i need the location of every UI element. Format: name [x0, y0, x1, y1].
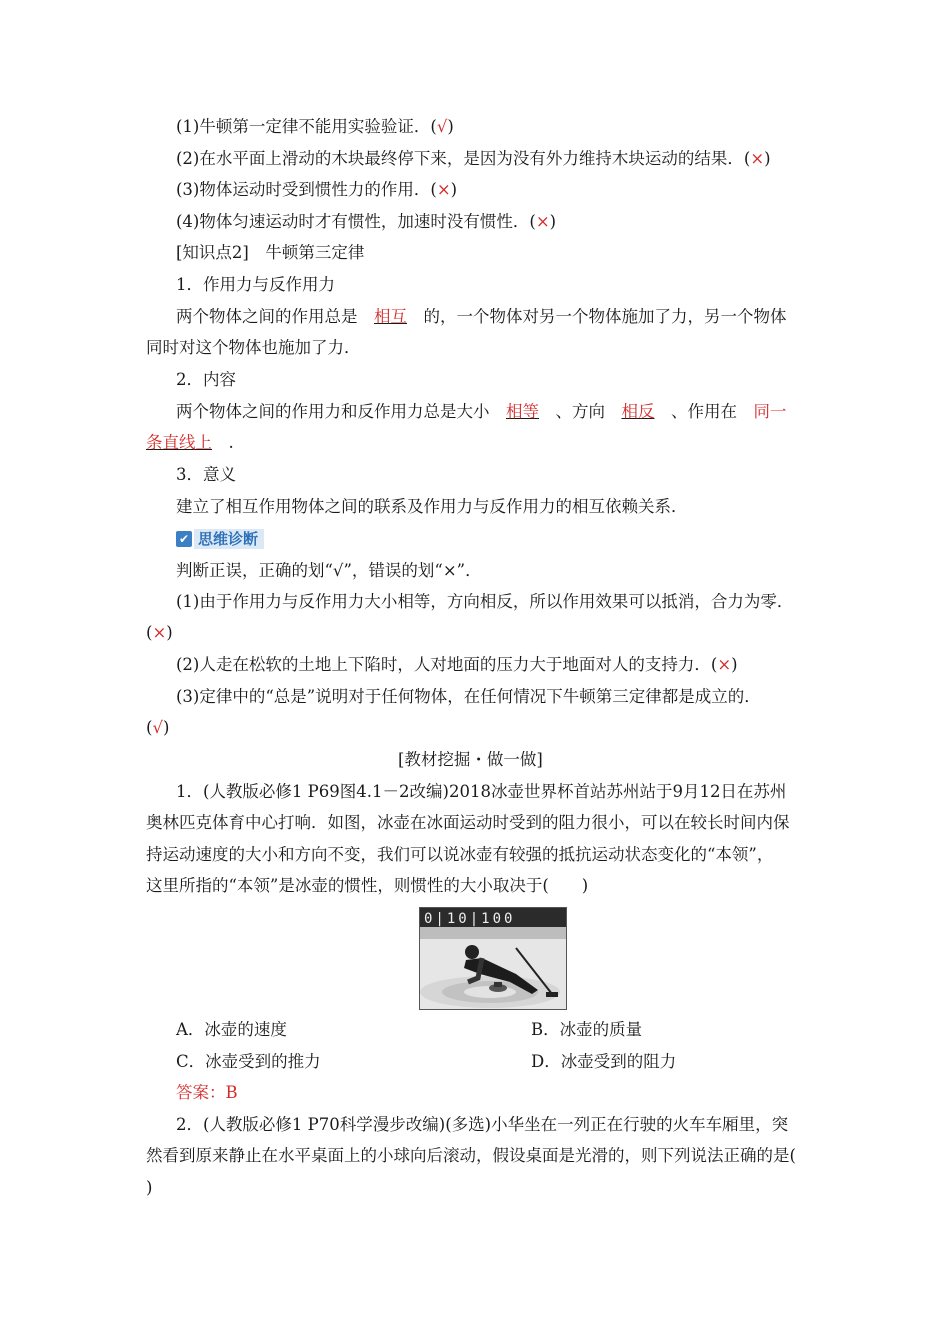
badge-label: 思维诊断: [194, 529, 264, 549]
fill-blank-answer: 同一: [753, 402, 787, 421]
judgment-item: (2)人走在松软的土地上下陷时，人对地面的压力大于地面对人的支持力．(×): [176, 655, 738, 674]
instruction: 判断正误，正确的划“√”，错误的划“×”．: [176, 561, 482, 580]
knowledge-point-heading: [知识点2] 牛顿第三定律: [176, 243, 365, 262]
curling-photo: [419, 907, 567, 1010]
paragraph-line: 条直线上 .: [146, 433, 234, 452]
question-line: 2．(人教版必修1 P70科学漫步改编)(多选)小华坐在一列正在行驶的火车车厢里，突: [176, 1115, 789, 1134]
judgment-result: (√): [146, 718, 170, 737]
section-heading: 2．内容: [176, 370, 236, 389]
banner-text: 0|10|100: [424, 911, 516, 927]
option-d: D．冰壶受到的阻力: [531, 1052, 677, 1071]
paragraph-line: 两个物体之间的作用总是 相互 的，一个物体对另一个物体施加了力，另一个物体: [176, 307, 787, 326]
thinking-diagnosis-badge: [176, 528, 264, 550]
wrong-mark: ×: [750, 149, 765, 168]
section-heading: 3．意义: [176, 465, 236, 484]
question-line: 奥林匹克体育中心打响．如图，冰壶在冰面运动时受到的阻力很小，可以在较长时间内保: [146, 813, 790, 832]
wrong-mark: ×: [436, 180, 451, 199]
question-line: 持运动速度的大小和方向不变，我们可以说冰壶有较强的抵抗运动状态变化的“本领”，: [146, 845, 774, 864]
check-icon: ✔: [176, 531, 192, 547]
question-line: 然看到原来静止在水平桌面上的小球向后滚动，假设桌面是光滑的，则下列说法正确的是(: [146, 1146, 796, 1165]
judgment-result: (×): [146, 623, 173, 642]
fill-blank-answer: 相反: [621, 402, 655, 421]
judgment-item: (1)由于作用力与反作用力大小相等，方向相反，所以作用效果可以抵消，合力为零．: [176, 592, 794, 611]
fill-blank-answer: 条直线上: [146, 433, 212, 452]
question-line: 这里所指的“本领”是冰壶的惯性，则惯性的大小取决于( ): [146, 876, 589, 895]
wrong-mark: ×: [535, 212, 550, 231]
curling-illustration: [420, 908, 566, 1009]
option-b: B．冰壶的质量: [531, 1020, 643, 1039]
judgment-item: (1)牛顿第一定律不能用实验验证．(√): [176, 117, 454, 136]
textbook-section-heading: [教材挖掘・做一做]: [398, 750, 543, 769]
question-line: ): [146, 1178, 153, 1197]
judgment-item: (3)定律中的“总是”说明对于任何物体，在任何情况下牛顿第三定律都是成立的．: [176, 687, 761, 706]
fill-blank-answer: 相互: [374, 307, 407, 326]
judgment-item: (2)在水平面上滑动的木块最终停下来，是因为没有外力维持木块运动的结果．(×): [176, 149, 771, 168]
wrong-mark: ×: [152, 623, 167, 642]
paragraph-line: 建立了相互作用物体之间的联系及作用力与反作用力的相互依赖关系．: [176, 497, 688, 516]
paragraph-line: 两个物体之间的作用力和反作用力总是大小 相等 、方向 相反 、作用在 同一: [176, 402, 787, 421]
correct-mark: √: [152, 718, 163, 737]
question-line: 1．(人教版必修1 P69图4.1－2改编)2018冰壶世界杯首站苏州站于9月12日在苏州: [176, 782, 787, 801]
option-a: A．冰壶的速度: [176, 1020, 287, 1039]
fill-blank-answer: 相等: [506, 402, 539, 421]
judgment-item: (4)物体匀速运动时才有惯性，加速时没有惯性．(×): [176, 212, 557, 231]
judgment-item: (3)物体运动时受到惯性力的作用．(×): [176, 180, 458, 199]
section-heading: 1．作用力与反作用力: [176, 275, 335, 294]
wrong-mark: ×: [717, 655, 732, 674]
option-c: C．冰壶受到的推力: [176, 1052, 321, 1071]
answer: 答案：B: [176, 1083, 238, 1102]
correct-mark: √: [436, 117, 448, 136]
paragraph-line: 同时对这个物体也施加了力．: [146, 338, 361, 357]
